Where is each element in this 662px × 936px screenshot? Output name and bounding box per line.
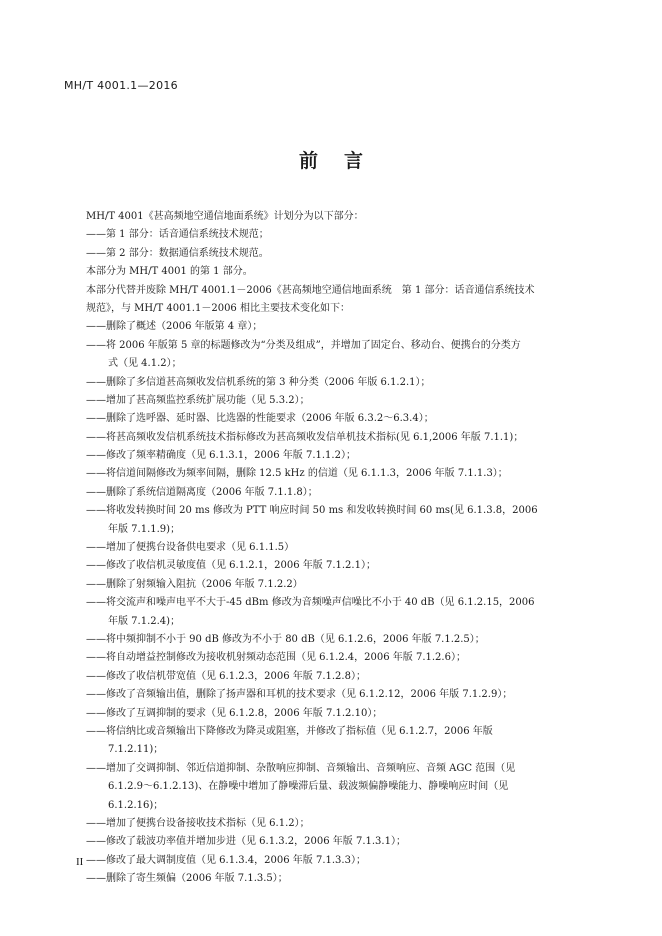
paragraph-line: ——增加了甚高频监控系统扩展功能（见 5.3.2）； [86,394,310,406]
paragraph-line: ——将信道间隔修改为频率间隔，删除 12.5 kHz 的信道（见 6.1.1.3，2006 年版 7.1.1.3）； [86,468,508,480]
paragraph-line: 规范》，与 MH/T 4001.1－2006 相比主要技术变化如下： [86,302,350,314]
foreword-body [86,208,586,888]
paragraph-line: ——修改了频率精确度（见 6.1.3.1，2006 年版 7.1.1.2）； [86,450,356,462]
paragraph-line: ——修改了互调抑制的要求（见 6.1.2.8，2006 年版 7.1.2.10）； [86,707,383,719]
paragraph-line: ——修改了最大调制度值（见 6.1.3.4，2006 年版 7.1.3.3）； [86,854,366,866]
paragraph-line: ——增加了便携台设备接收技术指标（见 6.1.2）； [86,817,310,829]
paragraph-continuation-line: 6.1.2.9～6.1.2.13)、在静噪中增加了静噪滞后量、载波频偏静噪能力、静噪响应时间（见 [108,781,509,793]
paragraph-line: ——将收发转换时间 20 ms 修改为 PTT 响应时间 50 ms 和发收转换时间 60 ms(见 6.1.3.8，2006 [86,505,538,517]
paragraph-line: ——将甚高频收发信机系统技术指标修改为甚高频收发信单机技术指标(见 6.1,2006 年版 7.1.1)； [86,431,524,443]
paragraph-continuation-line: 6.1.2.16)； [108,799,164,811]
paragraph-line: ——将 2006 年版第 5 章的标题修改为“分类及组成”，并增加了固定台、移动台、便携台的分类方 [86,339,521,351]
paragraph-line: 本部分代替并废除 MH/T 4001.1－2006《甚高频地空通信地面系统 第 1 部分：话音通信系统技术 [86,284,535,296]
paragraph-continuation-line: 年版 7.1.2.4)； [108,615,181,627]
paragraph-line: ——修改了音频输出值，删除了扬声器和耳机的技术要求（见 6.1.2.12，2006 年版 7.1.2.9）； [86,689,513,701]
paragraph-line: ——修改了收信机带宽值（见 6.1.2.3，2006 年版 7.1.2.8）； [86,670,366,682]
paragraph-continuation-line: 7.1.2.11)； [108,744,164,756]
page-title: 前言 [298,150,389,172]
paragraph-line: ——第 2 部分：数据通信系统技术规范。 [86,247,269,259]
page-number: II [76,856,84,868]
paragraph-line: ——将中频抑制不小于 90 dB 修改为不小于 80 dB（见 6.1.2.6，2006 年版 7.1.2.5）； [86,633,485,645]
paragraph-line: ——将自动增益控制修改为接收机射频动态范围（见 6.1.2.4，2006 年版 7.1.2.6）； [86,652,466,664]
paragraph-line: ——修改了收信机灵敏度值（见 6.1.2.1，2006 年版 7.1.2.1）； [86,560,376,572]
paragraph-line: ——删除了选呼器、延时器、比选器的性能要求（2006 年版 6.3.2～6.3.4）； [86,413,434,425]
paragraph-line: ——将交流声和噪声电平不大于-45 dBm 修改为音频噪声信噪比不小于 40 dB（见 6.1.2.15，2006 [86,597,535,609]
paragraph-line: ——删除了概述（2006 年版第 4 章）； [86,321,263,333]
paragraph-line: ——删除了多信道甚高频收发信机系统的第 3 种分类（2006 年版 6.1.2.1）； [86,376,431,388]
paragraph-line: ——删除了系统信道隔离度（2006 年版 7.1.1.8）； [86,486,318,498]
paragraph-line: ——修改了载波功率值并增加步进（见 6.1.3.2，2006 年版 7.1.3.1）； [86,836,406,848]
paragraph-line: ——第 1 部分：话音通信系统技术规范； [86,229,269,241]
paragraph-line: ——删除了射频输入阻抗（2006 年版 7.1.2.2） [86,578,303,590]
paragraph-line: ——删除了寄生频偏（2006 年版 7.1.3.5）； [86,873,288,885]
document-number-header: MH/T 4001.1—2016 [64,79,178,92]
paragraph-line: 本部分为 MH/T 4001 的第 1 部分。 [86,266,253,278]
paragraph-line: ——增加了交调抑制、邻近信道抑制、杂散响应抑制、音频输出、音频响应、音频 AGC 范围（见 [86,762,516,774]
paragraph-continuation-line: 式（见 4.1.2）； [108,358,182,370]
paragraph-line: ——增加了便携台设备供电要求（见 6.1.1.5） [86,542,295,554]
paragraph-continuation-line: 年版 7.1.1.9)； [108,523,181,535]
paragraph-line: MH/T 4001《甚高频地空通信地面系统》计划分为以下部分： [86,211,364,222]
paragraph-line: ——将信纳比或音频输出下降修改为降灵或阻塞，并修改了指标值（见 6.1.2.7，2006 年版 [86,725,493,737]
